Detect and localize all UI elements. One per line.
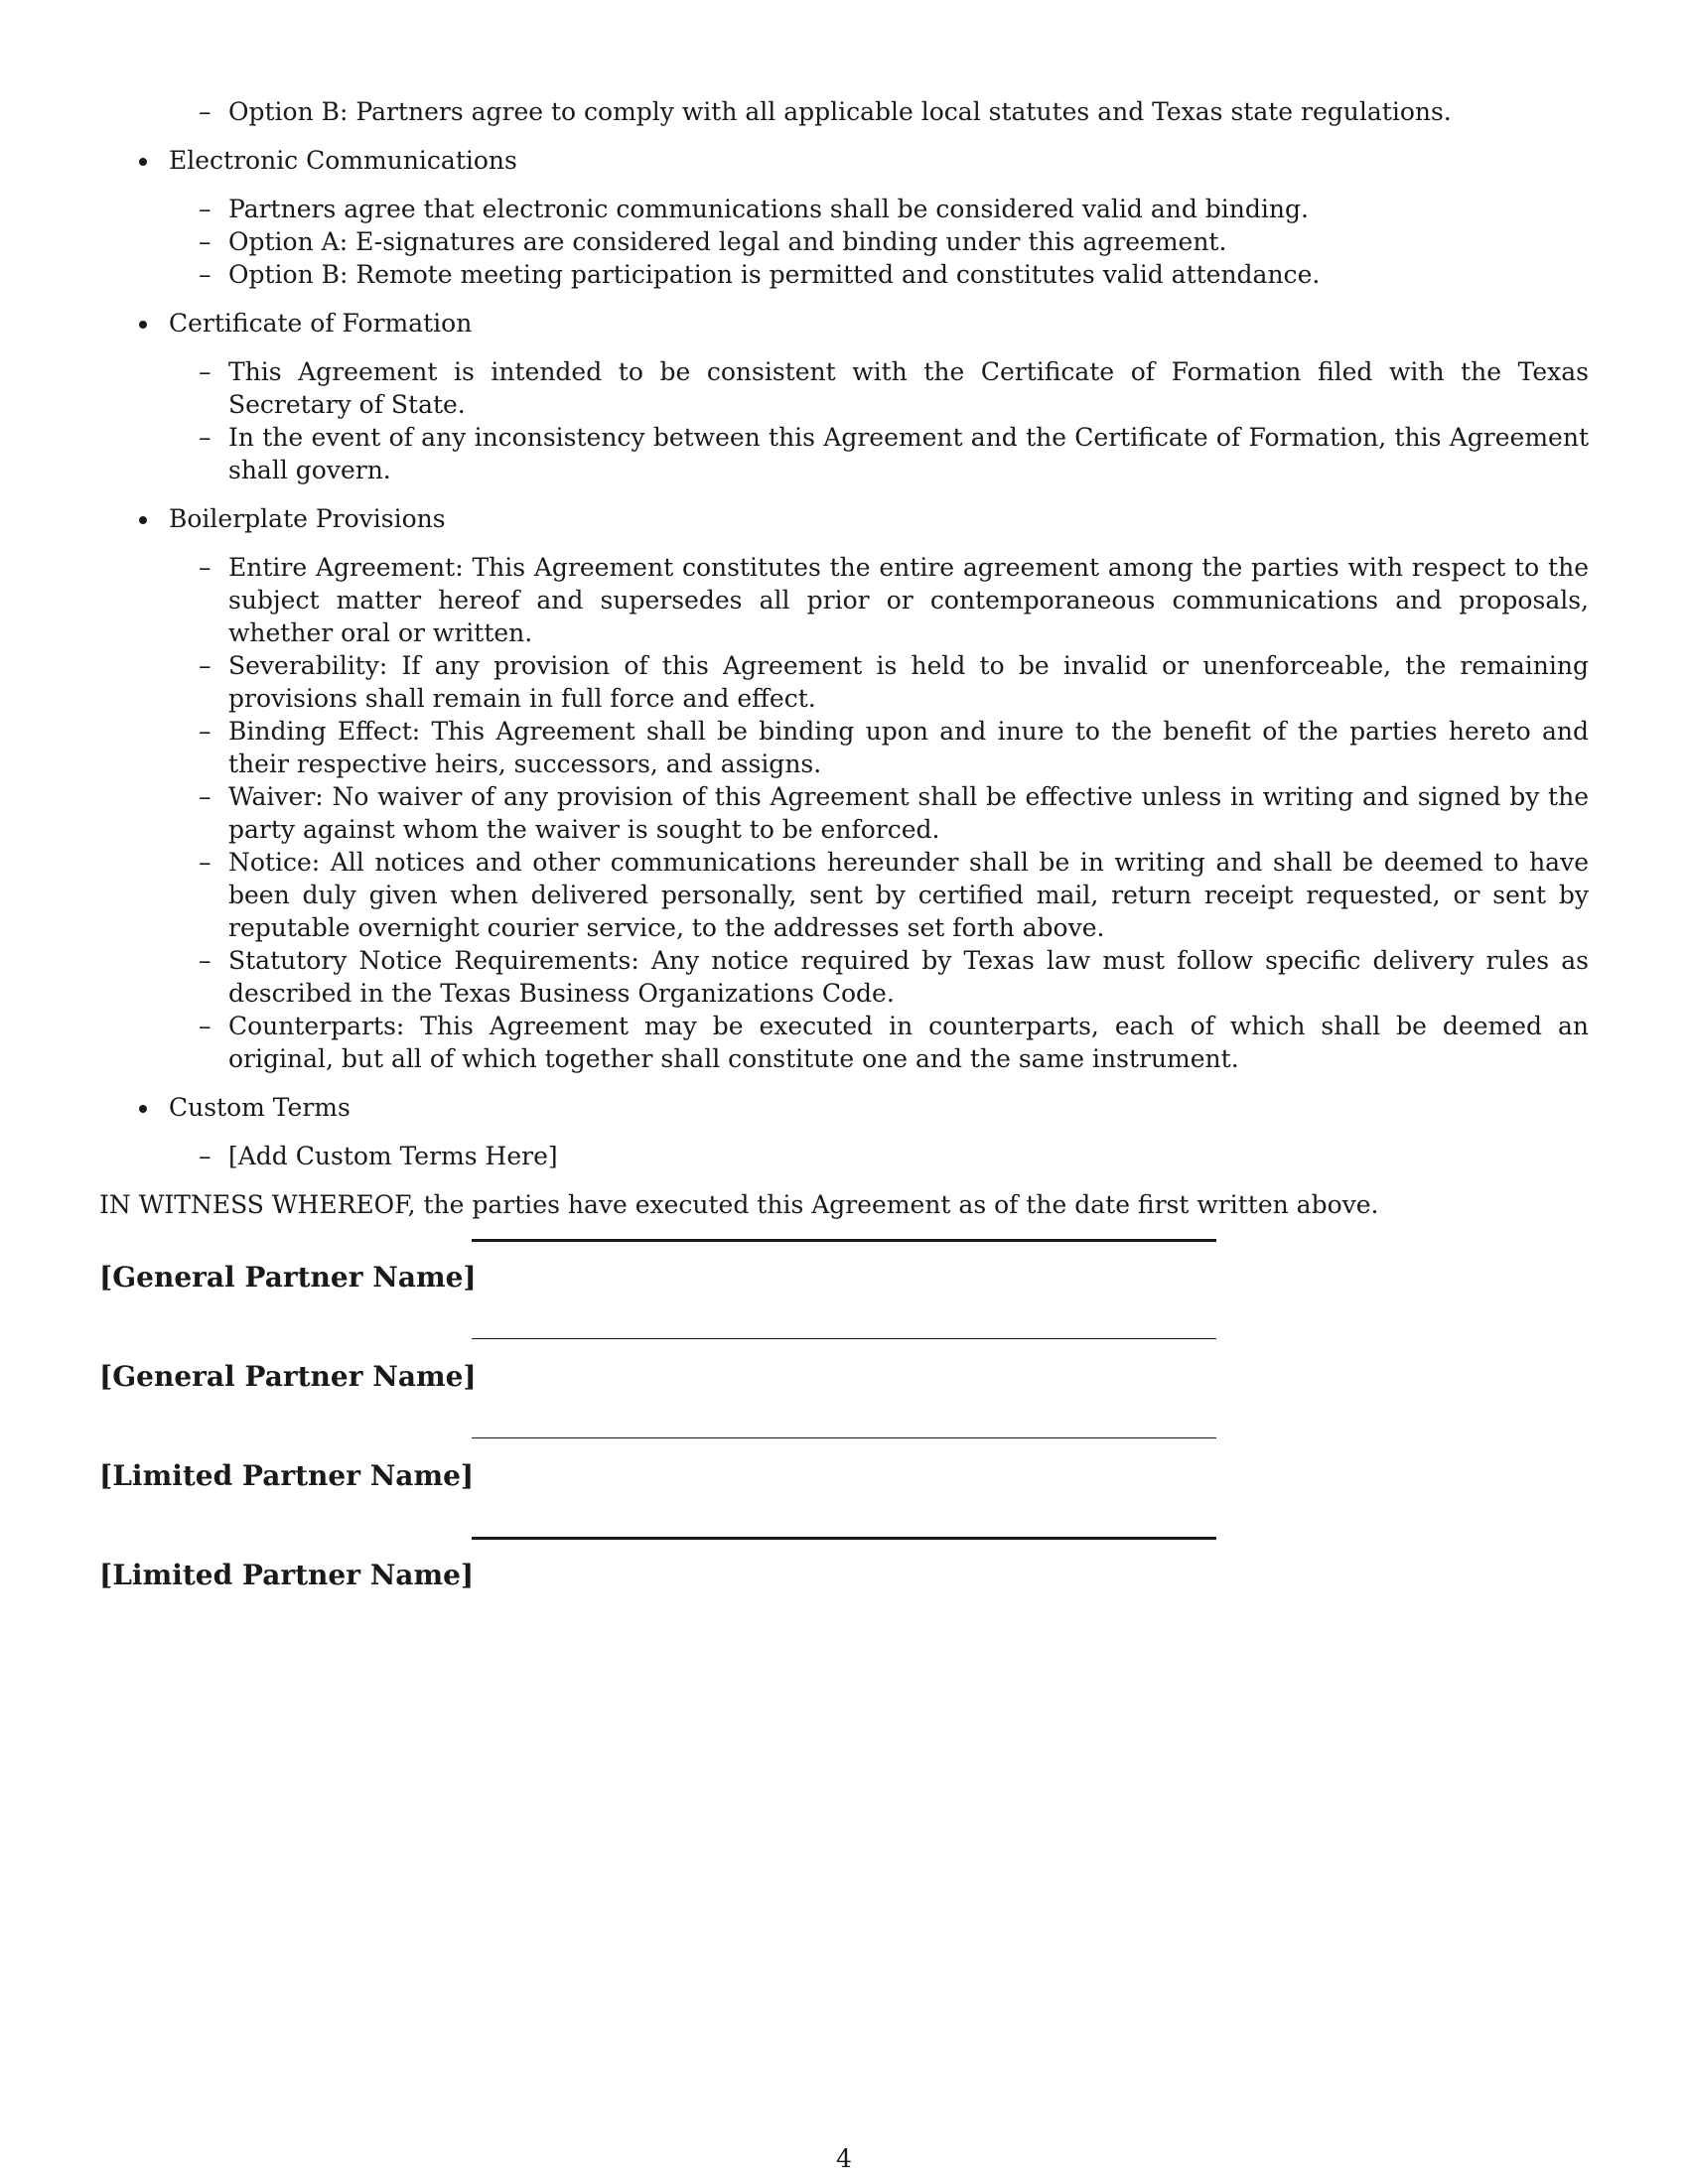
- bullet-icon: [139, 321, 147, 329]
- signatory-name: [General Partner Name]: [99, 1261, 477, 1294]
- list-item: – Binding Effect: This Agreement shall be binding upon and inure to the benefit of the parties hereto and their respective heirs, successors, and assigns.: [199, 717, 1589, 778]
- dash-marker: –: [199, 553, 211, 582]
- list-item: – Entire Agreement: This Agreement constitutes the entire agreement among the parties with respect to the subject matter hereof and supersedes all prior or contemporaneous communications and proposals, whether oral or written.: [199, 553, 1589, 647]
- list-item: – This Agreement is intended to be consistent with the Certificate of Formation filed with the Texas Secretary of State.: [199, 357, 1589, 419]
- list-item: – Option B: Remote meeting participation is permitted and constitutes valid attendance.: [199, 260, 1321, 289]
- section-custom-terms: [99, 1091, 1589, 1172]
- dash-marker: –: [199, 260, 211, 289]
- list-item: – Partners agree that electronic communications shall be considered valid and binding.: [199, 195, 1309, 223]
- dash-marker: –: [199, 782, 211, 811]
- bullet-icon: [139, 158, 147, 166]
- signature-block-general-partner-1: [99, 1239, 1221, 1338]
- signature-line[interactable]: [472, 1239, 1216, 1242]
- section-label: Custom Terms: [99, 1091, 1589, 1124]
- signatory-name: [Limited Partner Name]: [99, 1459, 475, 1492]
- list-item: – Option A: E-signatures are considered legal and binding under this agreement.: [199, 227, 1227, 256]
- page-number: 4: [836, 2144, 852, 2173]
- signature-line[interactable]: [472, 1437, 1216, 1438]
- signature-block-general-partner-2: [99, 1338, 1221, 1437]
- list-item: – In the event of any inconsistency between this Agreement and the Certificate of Formation, this Agreement shall govern.: [199, 423, 1589, 484]
- signature-block-limited-partner-2: [99, 1537, 1221, 1636]
- dash-marker: –: [199, 1142, 211, 1170]
- section-label: Certificate of Formation: [99, 307, 1589, 340]
- sub-list: [99, 193, 1589, 291]
- dash-marker: –: [199, 1012, 211, 1040]
- witness-statement: IN WITNESS WHEREOF, the parties have executed this Agreement as of the date first written above.: [99, 1190, 1379, 1219]
- dash-marker: –: [199, 357, 211, 386]
- signature-line[interactable]: [472, 1338, 1216, 1339]
- list-item: – Option B: Partners agree to comply with all applicable local statutes and Texas state regulations.: [199, 97, 1452, 126]
- agreement-body: [99, 95, 1589, 1221]
- dash-marker: –: [199, 651, 211, 680]
- list-item: – Notice: All notices and other communications hereunder shall be in writing and shall be deemed to have been duly given when delivered personally, sent by certified mail, return receipt requested, or sent by reputable overnight courier service, to the addresses set forth above.: [199, 848, 1589, 942]
- section-certificate-of-formation: [99, 307, 1589, 486]
- dash-marker: –: [199, 946, 211, 975]
- list-item: – Counterparts: This Agreement may be executed in counterparts, each of which shall be deemed an original, but all of which together shall constitute one and the same instrument.: [199, 1012, 1589, 1073]
- dash-marker: –: [199, 423, 211, 452]
- dash-marker: –: [199, 195, 211, 223]
- sub-list: [99, 355, 1589, 486]
- signatory-name: [General Partner Name]: [99, 1360, 477, 1393]
- sub-list: [99, 551, 1589, 1075]
- section-label: Boilerplate Provisions: [99, 502, 1589, 535]
- dash-marker: –: [199, 848, 211, 877]
- dash-marker: –: [199, 227, 211, 256]
- dash-marker: –: [199, 717, 211, 746]
- bullet-icon: [139, 1105, 147, 1113]
- section-boilerplate-provisions: [99, 502, 1589, 1075]
- signature-line[interactable]: [472, 1537, 1216, 1540]
- list-item: – Severability: If any provision of this Agreement is held to be invalid or unenforceable, the remaining provisions shall remain in full force and effect.: [199, 651, 1589, 713]
- sub-list: [99, 1140, 1589, 1172]
- list-item: – Waiver: No waiver of any provision of this Agreement shall be effective unless in writing and signed by the party against whom the waiver is sought to be enforced.: [199, 782, 1589, 844]
- list-item: – [Add Custom Terms Here]: [199, 1142, 558, 1170]
- section-label: Electronic Communications: [99, 144, 1589, 177]
- signature-block-limited-partner-1: [99, 1437, 1221, 1537]
- dash-marker: –: [199, 97, 211, 126]
- list-item: – Statutory Notice Requirements: Any notice required by Texas law must follow specific delivery rules as described in the Texas Business Organizations Code.: [199, 946, 1589, 1008]
- signatory-name: [Limited Partner Name]: [99, 1559, 475, 1591]
- bullet-icon: [139, 516, 147, 524]
- section-electronic-communications: [99, 144, 1589, 291]
- continued-sub-list: [99, 95, 1589, 128]
